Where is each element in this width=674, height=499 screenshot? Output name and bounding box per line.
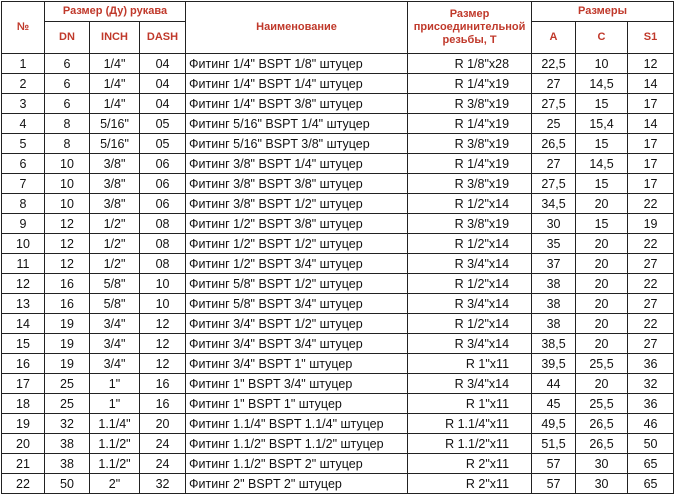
cell-no: 15 — [2, 334, 45, 354]
cell-dash: 08 — [140, 254, 186, 274]
cell-c: 20 — [576, 194, 628, 214]
cell-inch: 3/4" — [90, 354, 140, 374]
cell-s1: 17 — [628, 174, 674, 194]
cell-c: 14,5 — [576, 154, 628, 174]
cell-inch: 3/4" — [90, 314, 140, 334]
table-row — [2, 194, 674, 214]
cell-dash: 08 — [140, 214, 186, 234]
cell-s1: 17 — [628, 154, 674, 174]
cell-dn: 19 — [45, 354, 90, 374]
cell-no: 1 — [2, 54, 45, 74]
cell-s1: 27 — [628, 254, 674, 274]
cell-dn: 32 — [45, 414, 90, 434]
cell-no: 17 — [2, 374, 45, 394]
cell-dn: 10 — [45, 174, 90, 194]
table-row — [2, 434, 674, 454]
table-row — [2, 74, 674, 94]
cell-name: Фитинг 5/16" BSPT 1/4" штуцер — [186, 114, 408, 134]
cell-a: 25 — [532, 114, 576, 134]
cell-name: Фитинг 3/4" BSPT 1/2" штуцер — [186, 314, 408, 334]
cell-s1: 12 — [628, 54, 674, 74]
cell-inch: 3/8" — [90, 174, 140, 194]
cell-s1: 65 — [628, 474, 674, 494]
cell-a: 44 — [532, 374, 576, 394]
cell-inch: 1" — [90, 394, 140, 414]
cell-a: 34,5 — [532, 194, 576, 214]
cell-dash: 12 — [140, 334, 186, 354]
cell-s1: 27 — [628, 334, 674, 354]
cell-thread: R 3/8"x19 — [408, 94, 532, 114]
cell-no: 16 — [2, 354, 45, 374]
cell-thread: R 1/2"x14 — [408, 314, 532, 334]
cell-s1: 22 — [628, 274, 674, 294]
cell-a: 30 — [532, 214, 576, 234]
table-row — [2, 374, 674, 394]
cell-thread: R 2"x11 — [408, 474, 532, 494]
header-thread-size: Размер присоединительной резьбы, Т — [408, 2, 532, 54]
cell-inch: 1/2" — [90, 234, 140, 254]
cell-dn: 6 — [45, 54, 90, 74]
cell-no: 21 — [2, 454, 45, 474]
cell-a: 27,5 — [532, 94, 576, 114]
cell-c: 25,5 — [576, 394, 628, 414]
cell-a: 38 — [532, 294, 576, 314]
cell-dash: 16 — [140, 374, 186, 394]
cell-a: 27 — [532, 74, 576, 94]
cell-c: 15 — [576, 134, 628, 154]
cell-s1: 14 — [628, 74, 674, 94]
cell-a: 39,5 — [532, 354, 576, 374]
cell-name: Фитинг 3/8" BSPT 3/8" штуцер — [186, 174, 408, 194]
cell-thread: R 1/2"x14 — [408, 234, 532, 254]
cell-name: Фитинг 2" BSPT 2" штуцер — [186, 474, 408, 494]
cell-dash: 24 — [140, 454, 186, 474]
cell-thread: R 1.1/4"x11 — [408, 414, 532, 434]
cell-a: 57 — [532, 474, 576, 494]
table-row — [2, 54, 674, 74]
cell-c: 20 — [576, 274, 628, 294]
cell-a: 57 — [532, 454, 576, 474]
cell-inch: 3/8" — [90, 154, 140, 174]
cell-thread: R 1.1/2"x11 — [408, 434, 532, 454]
cell-thread: R 1/4"x19 — [408, 154, 532, 174]
fittings-table — [1, 1, 674, 494]
cell-no: 12 — [2, 274, 45, 294]
cell-thread: R 1"x11 — [408, 354, 532, 374]
cell-dn: 25 — [45, 394, 90, 414]
cell-dn: 10 — [45, 194, 90, 214]
cell-dash: 06 — [140, 154, 186, 174]
cell-thread: R 1/2"x14 — [408, 274, 532, 294]
cell-inch: 1.1/2" — [90, 434, 140, 454]
cell-c: 15 — [576, 214, 628, 234]
table-row — [2, 114, 674, 134]
cell-a: 26,5 — [532, 134, 576, 154]
cell-thread: R 3/4"x14 — [408, 374, 532, 394]
cell-thread: R 1/2"x14 — [408, 194, 532, 214]
table-row — [2, 154, 674, 174]
cell-a: 27 — [532, 154, 576, 174]
cell-name: Фитинг 3/8" BSPT 1/4" штуцер — [186, 154, 408, 174]
cell-no: 4 — [2, 114, 45, 134]
cell-name: Фитинг 3/8" BSPT 1/2" штуцер — [186, 194, 408, 214]
table-row — [2, 294, 674, 314]
header-dn: DN — [45, 22, 90, 54]
header-a: A — [532, 22, 576, 54]
cell-s1: 22 — [628, 234, 674, 254]
cell-name: Фитинг 1.1/4" BSPT 1.1/4" штуцер — [186, 414, 408, 434]
cell-inch: 1/4" — [90, 54, 140, 74]
cell-dn: 6 — [45, 74, 90, 94]
cell-c: 20 — [576, 254, 628, 274]
cell-dash: 04 — [140, 54, 186, 74]
cell-inch: 5/16" — [90, 114, 140, 134]
cell-inch: 1/4" — [90, 94, 140, 114]
cell-dn: 19 — [45, 334, 90, 354]
cell-a: 27,5 — [532, 174, 576, 194]
cell-s1: 32 — [628, 374, 674, 394]
cell-dash: 04 — [140, 94, 186, 114]
cell-thread: R 3/4"x14 — [408, 334, 532, 354]
cell-dash: 32 — [140, 474, 186, 494]
header-no: № — [2, 2, 45, 54]
cell-dn: 12 — [45, 234, 90, 254]
cell-c: 26,5 — [576, 434, 628, 454]
cell-dn: 8 — [45, 134, 90, 154]
cell-s1: 65 — [628, 454, 674, 474]
cell-c: 15 — [576, 94, 628, 114]
cell-no: 14 — [2, 314, 45, 334]
cell-s1: 27 — [628, 294, 674, 314]
table-row — [2, 334, 674, 354]
cell-inch: 5/8" — [90, 294, 140, 314]
cell-c: 20 — [576, 294, 628, 314]
header-dash: DASH — [140, 22, 186, 54]
cell-dash: 05 — [140, 134, 186, 154]
cell-dn: 38 — [45, 454, 90, 474]
cell-no: 2 — [2, 74, 45, 94]
cell-dn: 16 — [45, 274, 90, 294]
cell-c: 20 — [576, 334, 628, 354]
cell-c: 20 — [576, 234, 628, 254]
cell-name: Фитинг 1" BSPT 3/4" штуцер — [186, 374, 408, 394]
cell-name: Фитинг 5/8" BSPT 3/4" штуцер — [186, 294, 408, 314]
cell-dn: 50 — [45, 474, 90, 494]
cell-dn: 16 — [45, 294, 90, 314]
cell-thread: R 1/8"x28 — [408, 54, 532, 74]
cell-s1: 50 — [628, 434, 674, 454]
cell-name: Фитинг 5/8" BSPT 1/2" штуцер — [186, 274, 408, 294]
cell-c: 26,5 — [576, 414, 628, 434]
cell-inch: 3/4" — [90, 334, 140, 354]
table-row — [2, 474, 674, 494]
cell-inch: 2" — [90, 474, 140, 494]
table-row — [2, 414, 674, 434]
cell-thread: R 3/4"x14 — [408, 294, 532, 314]
cell-s1: 36 — [628, 394, 674, 414]
header-hose-size: Размер (Ду) рукава — [45, 2, 186, 22]
cell-name: Фитинг 1/2" BSPT 3/8" штуцер — [186, 214, 408, 234]
cell-no: 3 — [2, 94, 45, 114]
table-body — [2, 54, 674, 494]
cell-dash: 08 — [140, 234, 186, 254]
cell-a: 49,5 — [532, 414, 576, 434]
cell-inch: 5/16" — [90, 134, 140, 154]
cell-c: 15,4 — [576, 114, 628, 134]
cell-s1: 17 — [628, 94, 674, 114]
cell-thread: R 2"x11 — [408, 454, 532, 474]
cell-no: 8 — [2, 194, 45, 214]
cell-name: Фитинг 1/2" BSPT 3/4" штуцер — [186, 254, 408, 274]
cell-a: 38 — [532, 314, 576, 334]
header-dimensions: Размеры — [532, 2, 674, 22]
table-row — [2, 354, 674, 374]
table-header — [2, 2, 674, 54]
cell-name: Фитинг 5/16" BSPT 3/8" штуцер — [186, 134, 408, 154]
cell-dash: 24 — [140, 434, 186, 454]
cell-dash: 10 — [140, 294, 186, 314]
cell-dn: 8 — [45, 114, 90, 134]
table-row — [2, 134, 674, 154]
table-row — [2, 94, 674, 114]
cell-no: 11 — [2, 254, 45, 274]
table-row — [2, 254, 674, 274]
cell-c: 14,5 — [576, 74, 628, 94]
cell-thread: R 1/4"x19 — [408, 74, 532, 94]
cell-a: 38,5 — [532, 334, 576, 354]
cell-no: 22 — [2, 474, 45, 494]
header-c: C — [576, 22, 628, 54]
cell-inch: 1/2" — [90, 214, 140, 234]
cell-name: Фитинг 3/4" BSPT 3/4" штуцер — [186, 334, 408, 354]
cell-s1: 17 — [628, 134, 674, 154]
cell-no: 13 — [2, 294, 45, 314]
cell-name: Фитинг 1/4" BSPT 1/4" штуцер — [186, 74, 408, 94]
table-row — [2, 454, 674, 474]
cell-s1: 14 — [628, 114, 674, 134]
cell-c: 10 — [576, 54, 628, 74]
cell-s1: 36 — [628, 354, 674, 374]
cell-c: 30 — [576, 454, 628, 474]
cell-a: 37 — [532, 254, 576, 274]
cell-dash: 06 — [140, 174, 186, 194]
cell-dash: 16 — [140, 394, 186, 414]
cell-name: Фитинг 1" BSPT 1" штуцер — [186, 394, 408, 414]
cell-a: 35 — [532, 234, 576, 254]
table-row — [2, 234, 674, 254]
cell-dn: 19 — [45, 314, 90, 334]
cell-no: 10 — [2, 234, 45, 254]
cell-a: 45 — [532, 394, 576, 414]
cell-thread: R 3/8"x19 — [408, 174, 532, 194]
cell-dash: 12 — [140, 354, 186, 374]
cell-inch: 3/8" — [90, 194, 140, 214]
cell-dash: 05 — [140, 114, 186, 134]
cell-a: 51,5 — [532, 434, 576, 454]
cell-inch: 1.1/2" — [90, 454, 140, 474]
cell-inch: 1/2" — [90, 254, 140, 274]
cell-no: 6 — [2, 154, 45, 174]
header-name: Наименование — [186, 2, 408, 54]
cell-inch: 1" — [90, 374, 140, 394]
cell-name: Фитинг 1/4" BSPT 1/8" штуцер — [186, 54, 408, 74]
cell-dash: 12 — [140, 314, 186, 334]
cell-thread: R 1/4"x19 — [408, 114, 532, 134]
cell-dn: 25 — [45, 374, 90, 394]
cell-name: Фитинг 1.1/2" BSPT 1.1/2" штуцер — [186, 434, 408, 454]
cell-inch: 1/4" — [90, 74, 140, 94]
table-row — [2, 174, 674, 194]
cell-inch: 1.1/4" — [90, 414, 140, 434]
table-row — [2, 274, 674, 294]
cell-dash: 10 — [140, 274, 186, 294]
cell-no: 18 — [2, 394, 45, 414]
cell-dn: 6 — [45, 94, 90, 114]
cell-dn: 10 — [45, 154, 90, 174]
cell-dash: 20 — [140, 414, 186, 434]
cell-c: 30 — [576, 474, 628, 494]
table-row — [2, 394, 674, 414]
cell-no: 7 — [2, 174, 45, 194]
cell-inch: 5/8" — [90, 274, 140, 294]
cell-thread: R 1"x11 — [408, 394, 532, 414]
cell-s1: 46 — [628, 414, 674, 434]
cell-no: 9 — [2, 214, 45, 234]
cell-no: 5 — [2, 134, 45, 154]
cell-no: 20 — [2, 434, 45, 454]
header-inch: INCH — [90, 22, 140, 54]
cell-dash: 06 — [140, 194, 186, 214]
cell-c: 15 — [576, 174, 628, 194]
table-row — [2, 214, 674, 234]
cell-name: Фитинг 3/4" BSPT 1" штуцер — [186, 354, 408, 374]
cell-dn: 12 — [45, 214, 90, 234]
cell-no: 19 — [2, 414, 45, 434]
cell-a: 38 — [532, 274, 576, 294]
cell-s1: 22 — [628, 314, 674, 334]
cell-name: Фитинг 1/2" BSPT 1/2" штуцер — [186, 234, 408, 254]
cell-s1: 19 — [628, 214, 674, 234]
cell-s1: 22 — [628, 194, 674, 214]
cell-name: Фитинг 1/4" BSPT 3/8" штуцер — [186, 94, 408, 114]
header-s1: S1 — [628, 22, 674, 54]
cell-dn: 38 — [45, 434, 90, 454]
cell-thread: R 3/8"x19 — [408, 134, 532, 154]
cell-dn: 12 — [45, 254, 90, 274]
cell-name: Фитинг 1.1/2" BSPT 2" штуцер — [186, 454, 408, 474]
cell-c: 20 — [576, 374, 628, 394]
cell-c: 20 — [576, 314, 628, 334]
cell-a: 22,5 — [532, 54, 576, 74]
cell-c: 25,5 — [576, 354, 628, 374]
cell-thread: R 3/8"x19 — [408, 214, 532, 234]
cell-dash: 04 — [140, 74, 186, 94]
table-row — [2, 314, 674, 334]
cell-thread: R 3/4"x14 — [408, 254, 532, 274]
